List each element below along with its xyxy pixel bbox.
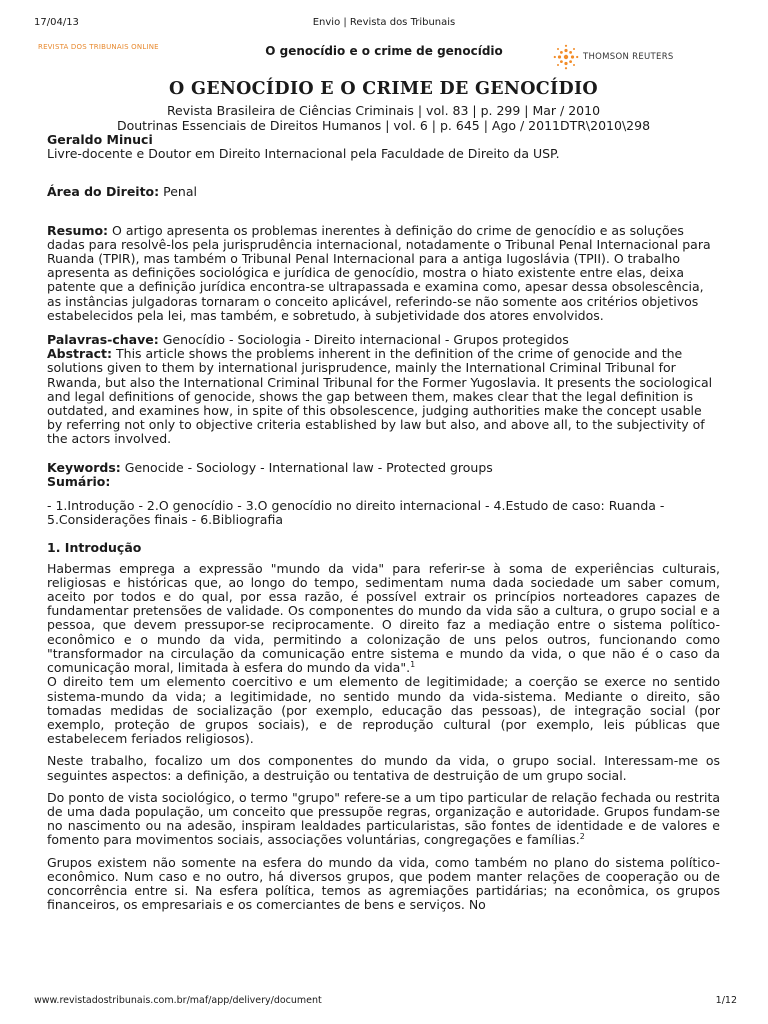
paragraph-1b: O direito tem um elemento coercitivo e um elemento de legitimidade; a coerção se exerce no sentido sistema-mundo da vida; a legitimidade, no sentido mundo da vida-sistema. Mediante o direito, são tomadas medidas de socialização (por exemplo, educação das pessoas), de integração social (por exemplo, proteção de grupos sociais), e de reprodução cultural (por exemplo, leis públicas que estabelecem feriados religiosos).	[47, 674, 720, 747]
paragraph-1	[47, 562, 720, 676]
palavras-text: Genocídio - Sociologia - Direito internacional - Grupos protegidos	[158, 332, 569, 348]
paragraph-2: Neste trabalho, focalizo um dos componentes do mundo da vida, o grupo social. Interessam-me os seguintes aspectos: a definição, a destruição ou tentativa de destruição de um grupo social.	[47, 753, 720, 783]
keywords	[47, 461, 720, 475]
thomson-reuters-name: THOMSON REUTERS	[583, 52, 674, 62]
resumo	[47, 224, 720, 323]
footer-url: www.revistadostribunais.com.br/maf/app/delivery/document	[34, 995, 322, 1006]
keywords-text: Genocide - Sociology - International law - Protected groups	[120, 459, 493, 475]
resumo-text: O artigo apresenta os problemas inerentes à definição do crime de genocídio e as soluções dadas para resolvê-los pela jurisprudência internacional, notadamente o Tribunal Penal Internacional para Ruanda (TPIR), mas também o Tribunal Penal Internacional para a antiga Iugoslávia (TPII). O trabalho apresenta as definições sociológica e jurídica de genocídio, mostra o hiato existente entre elas, deixa patente que a definição jurídica encontra-se ultrapassada e examina como, apesar dessa obsolescência, as instâncias julgadoras tornaram o conceito aplicável, referindo-se não somente aos critérios objetivos estabelecidos pela lei, mas também, e sobretudo, à subjetividade dos atores envolvidos.	[47, 222, 711, 323]
paragraph-4: Grupos existem não somente na esfera do mundo da vida, como também no plano do sistema político-econômico. Num caso e no outro, há diversos grupos, que podem manter relações de cooperação ou de concorrência entre si. Na esfera política, temos as agremiações partidárias; na econômica, os grupos financeiros, os empresariais e os comerciantes de bens e serviços. No	[47, 854, 720, 913]
article-body	[47, 78, 720, 912]
thomson-reuters-logo	[553, 44, 693, 70]
print-date: 17/04/13	[34, 17, 79, 28]
area-value: Penal	[159, 184, 197, 200]
article-title: O GENOCÍDIO E O CRIME DE GENOCÍDIO	[169, 79, 598, 99]
running-title: O genocídio e o crime de genocídio	[265, 44, 503, 58]
author-affiliation: Livre-docente e Doutor em Direito Internacional pela Faculdade de Direito da USP.	[47, 146, 560, 162]
citation-line-2: Doutrinas Essenciais de Direitos Humanos | vol. 6 | p. 645 | Ago / 2011DTR\2010\298	[116, 117, 651, 133]
print-page-title: Envio | Revista dos Tribunais	[312, 17, 456, 28]
palavras-label: Palavras-chave:	[47, 332, 159, 348]
paragraph-3	[47, 791, 720, 848]
section-heading: 1. Introdução	[47, 540, 142, 556]
abstract-text: This article shows the problems inherent in the definition of the crime of genocide and the solutions given to them by international jurisprudence, mainly the International Criminal Tribunal for Rwanda, but also the International Criminal Tribunal for the Former Yugoslavia. It presents the sociological and legal definitions of genocide, shows the gap between them, makes clear that the legal definition is outdated, and examines how, in spite of this obsolescence, judging authorities make the concept usable by referring not only to objective criteria established by law but also, and above all, to the subjectivity of the actors involved.	[47, 346, 713, 447]
palavras-chave	[47, 333, 720, 347]
citation-line-1: Revista Brasileira de Ciências Criminais | vol. 83 | p. 299 | Mar / 2010	[166, 103, 601, 118]
brand-logo-text: REVISTA DOS TRIBUNAIS ONLINE	[38, 43, 159, 51]
paragraph-3-text: Do ponto de vista sociológico, o termo "grupo" refere-se a um tipo particular de relação fechada ou restrita de uma dada população, um conceito que pressupõe regras, organização e autoridade. Grupos fundam-se no nascimento ou na adesão, inspiram lealdades particularistas, são fontes de identidade e de valores e fomento para movimentos sociais, associações voluntárias, congregações e famílias.	[47, 789, 720, 848]
sumario-text: - 1.Introdução - 2.O genocídio - 3.O genocídio no direito internacional - 4.Estudo de caso: Ruanda - 5.Considerações finais - 6.Bibliografia	[47, 498, 665, 528]
author-name: Geraldo Minuci	[47, 132, 153, 147]
area-label: Área do Direito:	[47, 184, 160, 200]
keywords-label: Keywords:	[47, 459, 121, 475]
footnote-ref-1[interactable]: 1	[410, 659, 416, 669]
resumo-label: Resumo:	[47, 222, 109, 238]
footnote-ref-2[interactable]: 2	[579, 832, 585, 842]
page-number: 1/12	[715, 995, 737, 1006]
sumario-label: Sumário:	[47, 473, 111, 489]
thomson-reuters-icon	[553, 44, 579, 70]
paragraph-1-text: Habermas emprega a expressão "mundo da vida" para referir-se à soma de experiências culturais, religiosas e históricas que, ao longo do tempo, sedimentam numa dada sociedade um saber comum, aceito por todos e do qual, por essa razão, é possível extrair os princípios norteadores capazes de fundamentar pretensões de validade. Os componentes do mundo da vida são a cultura, o grupo social e a pessoa, que devem pressupor-se reciprocamente. O direito faz a mediação entre o sistema político-econômico e o mundo da vida, permitindo a colonização de uns pelos outros, funcionando como "transformador na circulação da comunicação entre sistema e mundo da vida, o que não é o caso da comunicação moral, limitada à esfera do mundo da vida".	[47, 560, 720, 676]
abstract	[47, 347, 720, 446]
citation	[47, 104, 720, 133]
browser-print-header	[0, 0, 768, 30]
abstract-label: Abstract:	[47, 346, 113, 362]
area-do-direito	[47, 185, 720, 199]
